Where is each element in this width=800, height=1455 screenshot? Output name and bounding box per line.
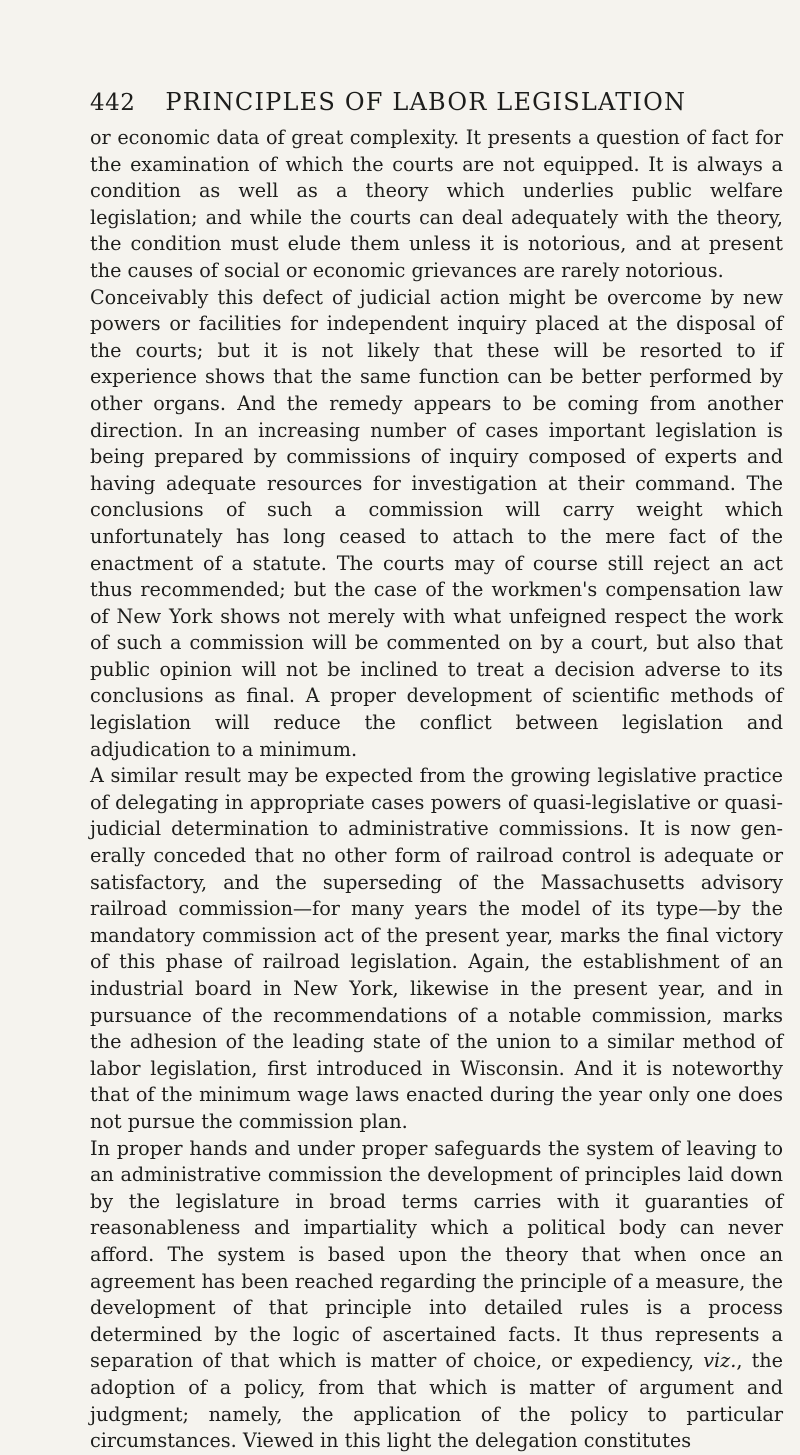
page-header [90,88,730,116]
paragraph-2: Conceivably this defect of judicial action might be overcome by new powers or facilities for independent inquiry placed at the disposal of the courts; but it is not likely that these will be resorted to if experience shows that the same function can be better performed by other organs. And the remedy appears to be coming from another direction. In an increasing number of cases important legislation is being prepared by commissions of inquiry composed of experts and having adequate resources for investigation at their command. The conclusions of such a commission will carry weight which unfortunately has long ceased to attach to the mere fact of the enactment of a statute. The courts may of course still reject an act thus recommended; but the case of the workmen's compensation law of New York shows not merely with what unfeigned respect the work of such a commission will be commented on by a court, but also that public opinion will not be inclined to treat a decision adverse to its conclusions as final. A proper development of scientific methods of legislation will reduce the conflict between legislation and adjudication to a minimum. [90,285,783,761]
paragraph-1: or economic data of great complexity. It presents a question of fact for the examination of which the courts are not equipped. It is always a condition as well as a theory which underlies public welfare legislation; and while the courts can deal adequately with the theory, the condition must elude them unless it is notorious, and at present the causes of social or economic grievances are rarely notorious. [90,126,783,282]
page-number: 442 [90,90,136,116]
running-title: PRINCIPLES OF LABOR LEGISLATION [165,88,687,116]
paragraph-4-text-before: In proper hands and under proper safeguards the system of leaving to an administrative commission the development of principles laid down by the legislature in broad terms carries with it guaranties of reasonableness and impartiality which a political body can never afford. The system is based upon the theory that when once an agreement has been reached regarding the principle of a measure, the development of that principle into detailed rules is a process determined by the logic of ascertained facts. It thus represents a separation of that which is matter of choice, or expediency, [90,1136,783,1373]
paragraph-4 [90,1136,783,1455]
paragraph-3: A similar result may be expected from the growing legislative practice of delegating in appropriate cases powers of quasi-legislative or quasi-judicial determination to administrative commissions. It is now generally conceded that no other form of railroad control is adequate or satisfactory, and the superseding of the Massachusetts advisory railroad commission—for many years the model of its type—by the mandatory commission act of the present year, marks the final victory of this phase of railroad legislation. Again, the establishment of an industrial board in New York, likewise in the present year, and in pursuance of the recommendations of a notable commission, marks the adhesion of the leading state of the union to a similar method of labor legislation, first introduced in Wisconsin. And it is noteworthy that of the minimum wage laws enacted during the year only one does not pursue the commission plan. [90,764,783,1133]
body-text [90,125,783,1455]
paragraph-4-text-after: , the adoption of a policy, from that which is matter of argument and judgment; namely, the application of the policy to particular circumstances. Viewed in this light the delegation constitutes [90,1349,783,1453]
paragraph-4-italic-term: viz. [703,1349,737,1373]
